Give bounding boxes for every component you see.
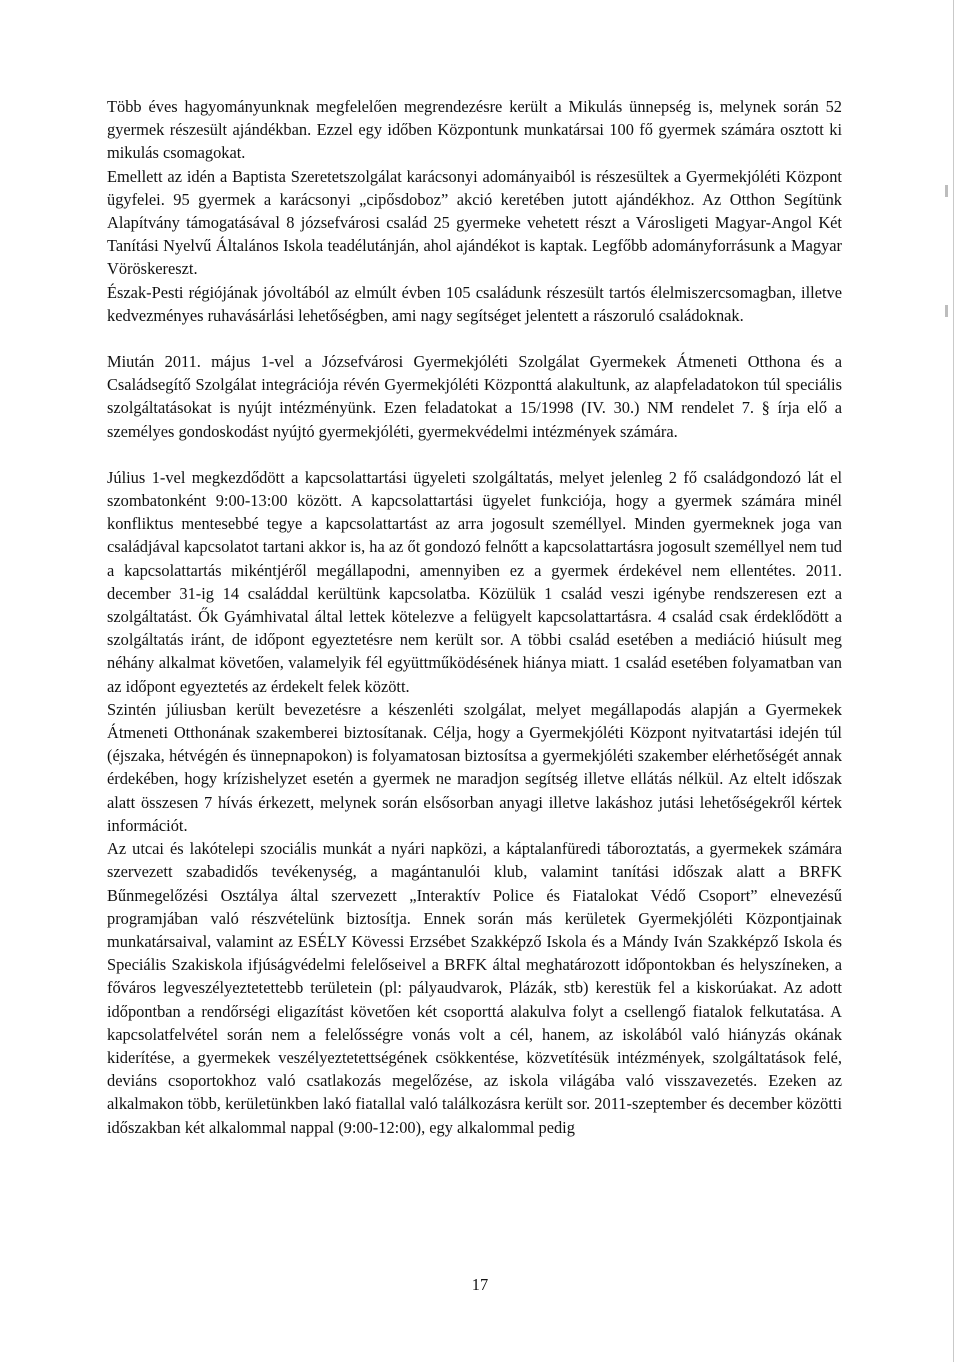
document-body	[107, 95, 842, 1139]
paragraph-integration: Miután 2011. május 1-vel a Józsefvárosi Gyermekjóléti Szolgálat Gyermekek Átmeneti Otthona és a Családsegítő Szolgálat integrációja révén Gyermekjóléti Központtá alakultunk, az alapfeladatokon túl speciális szolgáltatásokat is nyújt intézményünk. Ezen feladatokat a 15/1998 (IV. 30.) NM rendelet 7. § írja elő a személyes gondoskodást nyújtó gyermekjóléti, gyermekvédelmi intézmények számára.	[107, 352, 842, 441]
paragraph-mikulas: Több éves hagyományunknak megfelelően megrendezésre került a Mikulás ünnepség is, melynek során 52 gyermek részesült ajándékban. Ezzel egy időben Központunk munkatársai 100 fő gyermek számára osztott ki mikulás csomagokat.	[107, 97, 842, 163]
paragraph-contact-service: Július 1-vel megkezdődött a kapcsolattartási ügyeleti szolgáltatás, melyet jelenleg 2 fő családgondozó lát el szombatonként 9:00-13:00 között. A kapcsolattartási ügyelet funkciója, hogy a gyermek számára minél konfliktus mentesebbé tegye a kapcsolattartást az arra jogosult személlyel. Minden gyermeknek joga van családjával kapcsolatot tartani akkor is, ha az őt gondozó felnőtt a kapcsolattartásra jogosult személlyel nem tud a kapcsolattartás mikéntjéről megállapodni, amennyiben ez a gyermek érdekével nem ellentétes. 2011. december 31-ig 14 családdal kerültünk kapcsolatba. Közülük 1 család veszi igénybe rendszeresen ezt a szolgáltatást. Ők Gyámhivatal által lettek kötelezve a felügyelt kapcsolattartásra. 4 család csak érdeklődött a szolgáltatás iránt, de időpont egyeztetésre nem került sor. A többi család esetében a mediáció hiúsult meg néhány alkalmat követően, valamelyik fél együttműködésének hiánya miatt. 1 család esetében folyamatban van az időpont egyeztetés az érdekelt felek között.	[107, 467, 842, 696]
scan-edge-line	[953, 0, 954, 1362]
scan-artifact-mark	[945, 305, 948, 317]
paragraph-standby-service: Szintén júliusban került bevezetésre a készenléti szolgálat, melyet megállapodás alapján a Gyermekek Átmeneti Otthonának szakemberei biztosítanak. Célja, hogy a Gyermekjóléti Központ nyitvatartási idején túl (éjszaka, hétvégén és ünnepnapokon) is folyamatosan biztosítsa a gyermekjóléti szakember elérhetőségét annak érdekében, hogy krízishelyzet esetén a gyermek ne maradjon segítség illetve ellátás nélkül. Az eltelt időszak alatt összesen 7 hívás érkezett, melynek során elsősorban anyagi illetve lakáshoz jutási lehetőségekről kértek információt.	[107, 699, 842, 835]
paragraph-food-packages: Észak-Pesti régiójának jóvoltából az elmúlt évben 105 családunk részesült tartós élelmiszercsomagban, illetve kedvezményes ruhavásárlási lehetőségben, ami nagy segítséget jelentett a rászoruló családoknak.	[107, 282, 842, 325]
page-number: 17	[471, 1275, 489, 1294]
paragraph-street-work: Az utcai és lakótelepi szociális munkát a nyári napközi, a káptalanfüredi táboroztatás, a gyermekek számára szervezett szabadidős tevékenység, a magántanulói klub, valamint tanítási időszak alatt a BRFK Bűnmegelőzési Osztálya által szervezett „Interaktív Police és Fiatalokat Védő Csoport” elnevezésű programjában való részvételünk biztosítja. Ennek során más kerületek Gyermekjóléti Központjainak munkatársaival, valamint az ESÉLY Kövessi Erzsébet Szakképző Iskola és a Mándy Iván Szakképző Iskola és Speciális Szakiskola ifjúságvédelmi felelőseivel a BRFK által meghatározott időpontokban és helyszíneken, a főváros legveszélyeztetettebb területein (pl: pályaudvarok, Plázák, stb) kerestük fel a kiskorúakat. Az adott időpontban a rendőrségi eligazítást követően két csoporttá alakulva folyt a csellengő fiatalok felkutatása. A kapcsolatfelvétel során nem a felelősségre vonás volt a cél, hanem, az iskolából való hiányzás okának kiderítése, a gyermekek veszélyeztetettségének csökkentése, közvetítésük intézmények, szolgáltatások felé, deviáns csoportokhoz való csatlakozás megelőzése, az iskola világába való visszavezetés. Ezeken az alkalmakon több, kerületünkben lakó fiatallal való találkozásra került sor. 2011-szeptember és december közötti időszakban két alkalommal nappal (9:00-12:00), egy alkalommal pedig	[107, 839, 842, 1137]
paragraph-donations: Emellett az idén a Baptista Szeretetszolgálat karácsonyi adományaiból is részesültek a Gyermekjóléti Központ ügyfelei. 95 gyermek a karácsonyi „cipősdoboz” akció keretében jutott ajándékhoz. Az Otthon Segítünk Alapítvány támogatásával 8 józsefvárosi család 25 gyermeke vehetett részt a Városligeti Magyar-Angol Két Tanítási Nyelvű Általános Iskola teadélutánján, ahol ajándékot is kaptak. Legfőbb adományforrásunk a Magyar Vöröskereszt.	[107, 166, 842, 279]
scan-artifact-mark	[945, 185, 948, 197]
